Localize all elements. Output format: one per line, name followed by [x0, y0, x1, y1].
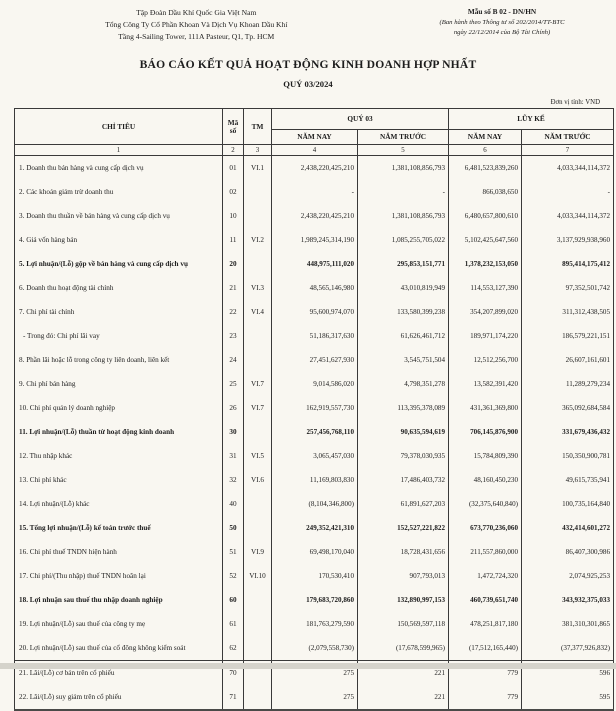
value-q-current: 51,186,317,630 — [272, 324, 358, 348]
value-q-current: 95,600,974,070 — [272, 300, 358, 324]
table-row — [15, 348, 614, 372]
value-ytd-prior: 2,074,925,253 — [522, 564, 614, 588]
value-ytd-current: 13,582,391,420 — [449, 372, 522, 396]
header-ytd-prior-year: NĂM TRƯỚC — [522, 130, 614, 145]
row-tm-cell: VI.7 — [244, 396, 272, 420]
value-q-prior: 79,378,030,935 — [358, 444, 449, 468]
value-ytd-prior: 895,414,175,412 — [522, 252, 614, 276]
value-q-current: 2,438,220,425,210 — [272, 156, 358, 181]
row-label: 16. Chi phí thuế TNDN hiện hành — [15, 540, 223, 564]
row-label: 2. Các khoản giảm trừ doanh thu — [15, 180, 223, 204]
row-code-cell: 21 — [223, 276, 244, 300]
value-q-current: (2,079,558,730) — [272, 636, 358, 661]
value-q-current: 48,565,146,980 — [272, 276, 358, 300]
value-ytd-prior: 86,407,300,986 — [522, 540, 614, 564]
row-tm-cell — [244, 492, 272, 516]
value-q-prior: 132,890,997,153 — [358, 588, 449, 612]
value-q-current: 27,451,627,930 — [272, 348, 358, 372]
value-ytd-current: 211,557,860,000 — [449, 540, 522, 564]
row-code-cell: 10 — [223, 204, 244, 228]
row-tm-cell: VI.7 — [244, 372, 272, 396]
row-code-cell: 50 — [223, 516, 244, 540]
row-label: 12. Thu nhập khác — [15, 444, 223, 468]
table-row — [15, 396, 614, 420]
value-ytd-current: 866,038,650 — [449, 180, 522, 204]
value-q-current: 170,530,410 — [272, 564, 358, 588]
row-code-cell: 11 — [223, 228, 244, 252]
value-q-prior: 113,395,378,089 — [358, 396, 449, 420]
row-code-cell: 70 — [223, 661, 244, 686]
value-ytd-current: 1,472,724,320 — [449, 564, 522, 588]
row-label: 20. Lợi nhuận/(Lỗ) sau thuế của cổ đông không kiểm soát — [15, 636, 223, 661]
row-code-cell: 02 — [223, 180, 244, 204]
company-name: Tập Đoàn Dầu Khí Quốc Gia Việt Nam — [136, 8, 257, 17]
table-row — [15, 372, 614, 396]
row-label: 1. Doanh thu bán hàng và cung cấp dịch vụ — [15, 156, 223, 181]
value-q-prior: 17,486,403,732 — [358, 468, 449, 492]
value-ytd-current: 189,971,174,220 — [449, 324, 522, 348]
row-code-cell: 32 — [223, 468, 244, 492]
row-tm-cell: VI.9 — [244, 540, 272, 564]
row-code-cell: 31 — [223, 444, 244, 468]
table-row — [15, 636, 614, 661]
row-tm-cell — [244, 612, 272, 636]
value-q-prior: 61,891,627,203 — [358, 492, 449, 516]
row-tm-cell: VI.4 — [244, 300, 272, 324]
row-tm-cell — [244, 420, 272, 444]
value-ytd-current: 6,481,523,839,260 — [449, 156, 522, 181]
row-tm-cell — [244, 180, 272, 204]
report-title: BÁO CÁO KẾT QUẢ HOẠT ĐỘNG KINH DOANH HỢP NHẤT — [139, 58, 477, 72]
table-row — [15, 492, 614, 516]
value-q-prior: 43,010,819,949 — [358, 276, 449, 300]
row-code-cell: 22 — [223, 300, 244, 324]
report-table-body — [15, 156, 614, 711]
col-index-7: 7 — [522, 145, 614, 156]
col-index-1: 1 — [15, 145, 223, 156]
row-label: 4. Giá vốn hàng bán — [15, 228, 223, 252]
table-row — [15, 685, 614, 710]
value-q-prior: 90,635,594,619 — [358, 420, 449, 444]
table-row — [15, 540, 614, 564]
value-ytd-current: 706,145,876,900 — [449, 420, 522, 444]
row-label: 6. Doanh thu hoạt động tài chính — [15, 276, 223, 300]
value-q-current: 3,065,457,030 — [272, 444, 358, 468]
table-row — [15, 324, 614, 348]
row-tm-cell — [244, 685, 272, 710]
form-number: Mẫu số B 02 - DN/HN — [467, 7, 537, 16]
title-block — [14, 58, 602, 89]
value-q-prior: 152,527,221,822 — [358, 516, 449, 540]
col-index-2: 2 — [223, 145, 244, 156]
row-code-cell: 60 — [223, 588, 244, 612]
value-q-prior: 4,798,351,278 — [358, 372, 449, 396]
value-q-prior: 150,569,597,118 — [358, 612, 449, 636]
value-q-current: 9,014,586,020 — [272, 372, 358, 396]
value-ytd-current: 779 — [449, 685, 522, 710]
row-code-cell: 01 — [223, 156, 244, 181]
value-ytd-current: 478,251,817,180 — [449, 612, 522, 636]
currency-unit-label: Đơn vị tính: VND — [550, 99, 600, 107]
col-index-5: 5 — [358, 145, 449, 156]
value-ytd-prior: 365,092,684,584 — [522, 396, 614, 420]
header-chi-tieu: CHỈ TIÊU — [15, 109, 223, 145]
value-q-current: 1,989,245,314,190 — [272, 228, 358, 252]
row-tm-cell — [244, 516, 272, 540]
row-label: 14. Lợi nhuận/(Lỗ) khác — [15, 492, 223, 516]
col-index-6: 6 — [449, 145, 522, 156]
document-header — [14, 7, 602, 43]
value-ytd-prior: 100,735,164,840 — [522, 492, 614, 516]
row-code-cell: 62 — [223, 636, 244, 661]
row-label: 11. Lợi nhuận/(Lỗ) thuần từ hoạt động kinh doanh — [15, 420, 223, 444]
value-q-prior: (17,678,599,965) — [358, 636, 449, 661]
form-circular-date: ngày 22/12/2014 của Bộ Tài Chính) — [453, 28, 551, 36]
value-q-prior: 907,793,013 — [358, 564, 449, 588]
value-q-current: - — [272, 180, 358, 204]
value-ytd-prior: - — [522, 180, 614, 204]
company-address: Tầng 4-Sailing Tower, 111A Pasteur, Q1, Tp. HCM — [118, 32, 275, 42]
value-ytd-prior: (37,377,926,832) — [522, 636, 614, 661]
value-ytd-prior: 596 — [522, 661, 614, 686]
row-label: 21. Lãi/(Lỗ) cơ bản trên cổ phiếu — [15, 661, 223, 686]
row-label: 19. Lợi nhuận/(Lỗ) sau thuế của công ty mẹ — [15, 612, 223, 636]
value-ytd-prior: 432,414,601,272 — [522, 516, 614, 540]
table-row — [15, 204, 614, 228]
form-reference-block — [402, 7, 602, 38]
value-ytd-current: 431,361,369,800 — [449, 396, 522, 420]
row-code-cell: 51 — [223, 540, 244, 564]
value-ytd-prior: 331,679,436,432 — [522, 420, 614, 444]
value-ytd-current: 114,553,127,390 — [449, 276, 522, 300]
value-ytd-prior: 4,033,344,114,372 — [522, 204, 614, 228]
value-q-current: (8,104,346,800) — [272, 492, 358, 516]
company-block — [14, 7, 379, 43]
value-q-prior: 1,381,108,856,793 — [358, 204, 449, 228]
value-ytd-current: (17,512,165,440) — [449, 636, 522, 661]
row-label: 7. Chi phí tài chính — [15, 300, 223, 324]
value-q-prior: 221 — [358, 661, 449, 686]
row-code-cell: 71 — [223, 685, 244, 710]
value-ytd-current: 15,784,809,390 — [449, 444, 522, 468]
header-q-current-year: NĂM NAY — [272, 130, 358, 145]
row-label: 9. Chi phí bán hàng — [15, 372, 223, 396]
row-label: 5. Lợi nhuận/(Lỗ) gộp về bán hàng và cung cấp dịch vụ — [15, 252, 223, 276]
header-q-prior-year: NĂM TRƯỚC — [358, 130, 449, 145]
row-tm-cell: VI.6 — [244, 468, 272, 492]
value-ytd-current: 1,378,232,153,050 — [449, 252, 522, 276]
row-tm-cell: VI.5 — [244, 444, 272, 468]
value-ytd-prior: 3,137,929,938,960 — [522, 228, 614, 252]
value-ytd-current: 5,102,425,647,560 — [449, 228, 522, 252]
value-q-current: 11,169,803,830 — [272, 468, 358, 492]
row-label: 17. Chi phí/(Thu nhập) thuế TNDN hoãn lại — [15, 564, 223, 588]
header-ma-so: Mã số — [223, 109, 244, 145]
value-q-prior: 61,626,461,712 — [358, 324, 449, 348]
value-q-current: 2,438,220,425,210 — [272, 204, 358, 228]
header-quarter-group: QUÝ 03 — [272, 109, 449, 130]
header-ytd-group: LŨY KẾ — [449, 109, 614, 130]
value-ytd-current: 48,160,450,230 — [449, 468, 522, 492]
value-ytd-prior: 595 — [522, 685, 614, 710]
row-tm-cell: VI.10 — [244, 564, 272, 588]
value-ytd-prior: 4,033,344,114,372 — [522, 156, 614, 181]
value-ytd-prior: 381,310,301,865 — [522, 612, 614, 636]
value-ytd-prior: 343,932,375,033 — [522, 588, 614, 612]
row-code-cell: 24 — [223, 348, 244, 372]
row-tm-cell — [244, 204, 272, 228]
value-ytd-prior: 186,579,221,151 — [522, 324, 614, 348]
scan-page-edge — [0, 663, 616, 669]
value-ytd-current: 673,770,236,060 — [449, 516, 522, 540]
table-row — [15, 252, 614, 276]
header-tm: TM — [244, 109, 272, 145]
table-row — [15, 468, 614, 492]
row-label: 18. Lợi nhuận sau thuế thu nhập doanh nghiệp — [15, 588, 223, 612]
value-q-prior: 3,545,751,504 — [358, 348, 449, 372]
value-ytd-prior: 11,289,279,234 — [522, 372, 614, 396]
row-tm-cell: VI.1 — [244, 156, 272, 181]
row-label: 10. Chi phí quản lý doanh nghiệp — [15, 396, 223, 420]
value-ytd-current: 460,739,651,740 — [449, 588, 522, 612]
table-row — [15, 156, 614, 181]
value-q-prior: 133,580,399,238 — [358, 300, 449, 324]
row-code-cell: 40 — [223, 492, 244, 516]
col-index-4: 4 — [272, 145, 358, 156]
row-label: 13. Chi phí khác — [15, 468, 223, 492]
report-period: QUÝ 03/2024 — [283, 79, 333, 90]
value-q-current: 162,919,557,730 — [272, 396, 358, 420]
table-row — [15, 588, 614, 612]
form-circular-note: (Ban hành theo Thông tư số 202/2014/TT-BTC — [439, 18, 565, 26]
value-ytd-current: 354,207,899,020 — [449, 300, 522, 324]
value-q-current: 257,456,768,110 — [272, 420, 358, 444]
table-row — [15, 516, 614, 540]
table-row — [15, 228, 614, 252]
row-label: 8. Phần lãi hoặc lỗ trong công ty liên doanh, liên kết — [15, 348, 223, 372]
row-label: 15. Tổng lợi nhuận/(Lỗ) kế toán trước thuế — [15, 516, 223, 540]
row-code-cell: 25 — [223, 372, 244, 396]
table-row — [15, 612, 614, 636]
row-code-cell: 52 — [223, 564, 244, 588]
row-tm-cell — [244, 348, 272, 372]
value-ytd-prior: 311,312,438,505 — [522, 300, 614, 324]
row-tm-cell — [244, 588, 272, 612]
value-q-prior: 18,728,431,656 — [358, 540, 449, 564]
col-index-3: 3 — [244, 145, 272, 156]
row-code-cell: 30 — [223, 420, 244, 444]
value-ytd-current: 779 — [449, 661, 522, 686]
table-row — [15, 564, 614, 588]
value-q-prior: 295,853,151,771 — [358, 252, 449, 276]
value-ytd-prior: 150,350,900,781 — [522, 444, 614, 468]
row-tm-cell: VI.3 — [244, 276, 272, 300]
row-tm-cell: VI.2 — [244, 228, 272, 252]
row-tm-cell — [244, 252, 272, 276]
value-q-current: 179,683,720,860 — [272, 588, 358, 612]
value-ytd-prior: 49,615,735,941 — [522, 468, 614, 492]
table-row — [15, 444, 614, 468]
row-code-cell: 20 — [223, 252, 244, 276]
value-q-prior: 221 — [358, 685, 449, 710]
value-ytd-current: 6,480,657,800,610 — [449, 204, 522, 228]
value-q-prior: 1,085,255,705,022 — [358, 228, 449, 252]
company-subsidiary: Tổng Công Ty Cổ Phần Khoan Và Dịch Vụ Khoan Dầu Khí — [105, 20, 288, 30]
row-code-cell: 61 — [223, 612, 244, 636]
income-statement-table — [14, 108, 614, 711]
value-q-current: 249,352,421,310 — [272, 516, 358, 540]
value-ytd-current: (32,375,640,840) — [449, 492, 522, 516]
value-q-prior: - — [358, 180, 449, 204]
value-q-current: 69,498,170,040 — [272, 540, 358, 564]
row-tm-cell — [244, 324, 272, 348]
table-row — [15, 276, 614, 300]
value-q-current: 448,975,111,020 — [272, 252, 358, 276]
value-q-current: 275 — [272, 685, 358, 710]
value-ytd-prior: 97,352,501,742 — [522, 276, 614, 300]
row-label: 22. Lãi/(Lỗ) suy giảm trên cổ phiếu — [15, 685, 223, 710]
value-ytd-current: 12,512,256,700 — [449, 348, 522, 372]
value-ytd-prior: 26,607,161,601 — [522, 348, 614, 372]
value-q-prior: 1,381,108,856,793 — [358, 156, 449, 181]
row-label: - Trong đó: Chi phí lãi vay — [15, 324, 223, 348]
row-label: 3. Doanh thu thuần về bán hàng và cung cấp dịch vụ — [15, 204, 223, 228]
header-ytd-current-year: NĂM NAY — [449, 130, 522, 145]
table-row — [15, 420, 614, 444]
table-header — [15, 109, 614, 156]
value-q-current: 181,763,279,590 — [272, 612, 358, 636]
row-tm-cell — [244, 636, 272, 661]
row-code-cell: 26 — [223, 396, 244, 420]
value-q-current: 275 — [272, 661, 358, 686]
table-row — [15, 180, 614, 204]
table-row — [15, 300, 614, 324]
row-code-cell: 23 — [223, 324, 244, 348]
